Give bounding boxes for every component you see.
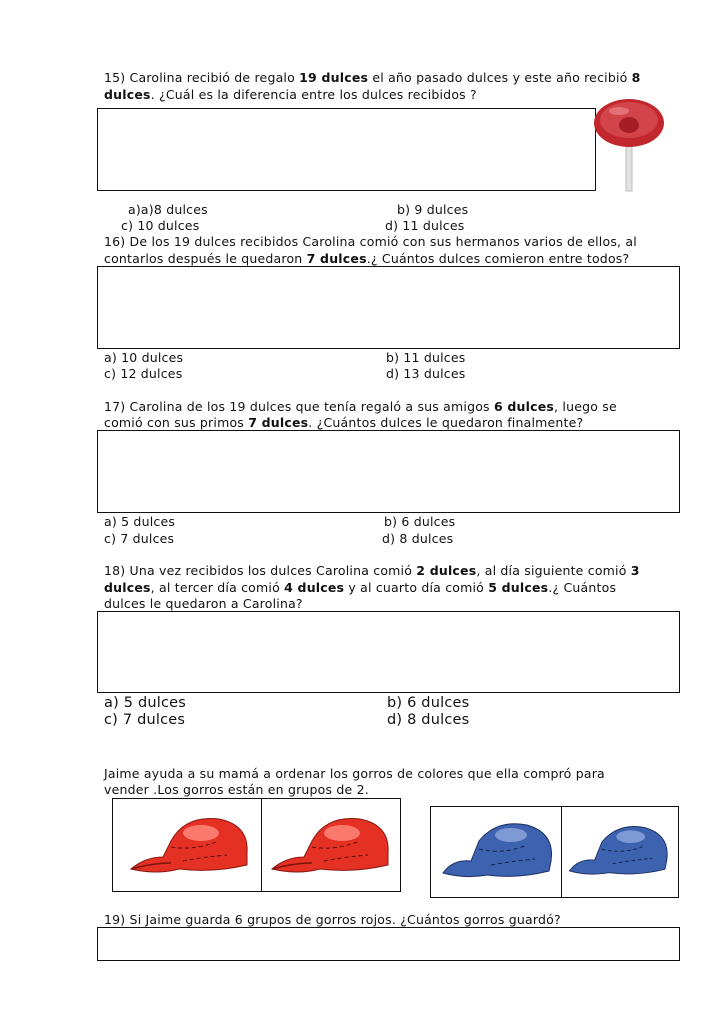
red-cap-icon [264, 811, 394, 881]
lollipop-icon [592, 95, 670, 193]
q18-line-1: 18) Una vez recibidos los dulces Carolina comió 2 dulces, al día siguiente comió 3 [104, 563, 640, 578]
q16-option-c[interactable]: c) 12 dulces [104, 366, 183, 381]
q17-option-a[interactable]: a) 5 dulces [104, 514, 176, 529]
q18-option-c[interactable]: c) 7 dulces [104, 712, 186, 728]
q16-line-2: contarlos después le quedaron 7 dulces.¿ Cuántos dulces comieron entre todos? [104, 251, 630, 266]
q17-option-d[interactable]: d) 8 dulces [382, 531, 454, 546]
red-cap-cell-1 [112, 798, 262, 892]
q18-line-2: dulces, al tercer día comió 4 dulces y al cuarto día comió 5 dulces.¿ Cuántos [104, 580, 617, 595]
q16-line-1: 16) De los 19 dulces recibidos Carolina comió con sus hermanos varios de ellos, al [104, 234, 637, 249]
blue-cap-icon [437, 817, 559, 887]
q17-option-b[interactable]: b) 6 dulces [384, 514, 456, 529]
q15-option-d[interactable]: d) 11 dulces [385, 218, 465, 233]
q17-line-2: comió con sus primos 7 dulces. ¿Cuántos dulces le quedaron finalmente? [104, 415, 584, 430]
q18-option-b[interactable]: b) 6 dulces [387, 695, 470, 711]
q17-line-1: 17) Carolina de los 19 dulces que tenía regaló a sus amigos 6 dulces, luego se [104, 399, 617, 414]
q16-option-b[interactable]: b) 11 dulces [386, 350, 466, 365]
blue-cap-cell-1 [430, 806, 562, 898]
q16-option-d[interactable]: d) 13 dulces [386, 366, 466, 381]
q18-line-3: dulces le quedaron a Carolina? [104, 596, 303, 611]
q18-option-d[interactable]: d) 8 dulces [387, 712, 470, 728]
red-cap-cell-2 [261, 798, 401, 892]
blue-cap-cell-2 [561, 806, 679, 898]
q17-answer-box[interactable] [97, 430, 680, 513]
q19-line-1: 19) Si Jaime guarda 6 grupos de gorros rojos. ¿Cuántos gorros guardó? [104, 912, 561, 927]
q15-line-2: dulces. ¿Cuál es la diferencia entre los dulces recibidos ? [104, 87, 477, 102]
red-cap-icon [123, 811, 253, 881]
q18-answer-box[interactable] [97, 611, 680, 693]
q19-answer-box[interactable] [97, 927, 680, 961]
q18-option-a[interactable]: a) 5 dulces [104, 695, 187, 711]
q16-answer-box[interactable] [97, 266, 680, 349]
q15-option-a[interactable]: a)a)8 dulces [128, 202, 208, 217]
caps-intro-line-2: vender .Los gorros están en grupos de 2. [104, 782, 369, 797]
q15-option-b[interactable]: b) 9 dulces [397, 202, 469, 217]
q15-line-1: 15) Carolina recibió de regalo 19 dulces el año pasado dulces y este año recibió 8 [104, 70, 641, 85]
blue-cap-icon [564, 817, 674, 887]
q15-answer-box[interactable] [97, 108, 596, 191]
q17-option-c[interactable]: c) 7 dulces [104, 531, 175, 546]
q16-option-a[interactable]: a) 10 dulces [104, 350, 184, 365]
q15-option-c[interactable]: c) 10 dulces [121, 218, 200, 233]
caps-intro-line-1: Jaime ayuda a su mamá a ordenar los gorros de colores que ella compró para [104, 766, 605, 781]
